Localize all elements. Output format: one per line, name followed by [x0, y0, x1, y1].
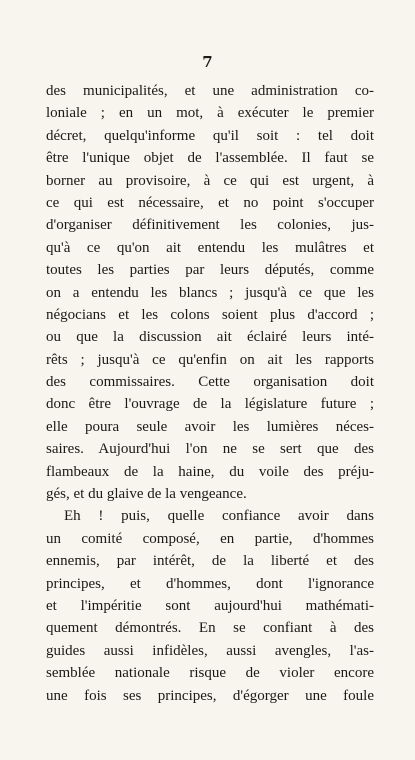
- text-line: donc être l'ouvrage de la législature future ;: [46, 396, 374, 413]
- text-line: des municipalités, et une administration co-: [46, 83, 374, 99]
- body-text: [46, 80, 374, 707]
- text-line: semblée nationale risque de violer encore: [46, 665, 374, 682]
- text-line: saires. Aujourd'hui l'on ne se sert que des: [46, 441, 374, 458]
- page-number: 7: [202, 53, 213, 71]
- text-line: flambeaux de la haine, du voile des préju-: [46, 463, 374, 480]
- text-line: gés, et du glaive de la vengeance.: [46, 486, 247, 503]
- text-line: quement démontrés. En se confiant à des: [46, 620, 374, 637]
- text-line: ou que la discussion ait éclairé leurs inté-: [46, 329, 374, 346]
- text-line: négocians et les colons soient plus d'accord ;: [46, 306, 374, 323]
- text-line: borner au provisoire, à ce qui est urgent, à: [46, 172, 374, 189]
- text-line: d'organiser définitivement les colonies, jus-: [46, 217, 374, 234]
- text-line: et l'impéritie sont aujourd'hui mathémati-: [46, 597, 374, 614]
- text-line: ennemis, par intérêt, de la liberté et des: [46, 553, 374, 570]
- text-line: être l'unique objet de l'assemblée. Il faut se: [46, 150, 374, 167]
- text-line: décret, quelqu'informe qu'il soit : tel doit: [46, 127, 374, 144]
- text-line: guides aussi infidèles, aussi avengles, l'as-: [46, 642, 374, 659]
- text-line: qu'à ce qu'on ait entendu les mulâtres et: [46, 239, 374, 256]
- text-line: des commissaires. Cette organisation doit: [46, 374, 374, 391]
- text-line: elle poura seule avoir les lumières néces-: [46, 418, 374, 435]
- text-line: une fois ses principes, d'égorger une foule: [46, 687, 374, 704]
- text-line: ce qui est nécessaire, et no point s'occuper: [46, 194, 374, 211]
- text-line: on a entendu les blancs ; jusqu'à ce que les: [46, 284, 374, 301]
- text-line: loniale ; en un mot, à exécuter le premier: [46, 105, 374, 122]
- text-line: toutes les parties par leurs députés, comme: [46, 262, 374, 279]
- paragraph-start-line: Eh ! puis, quelle confiance avoir dans: [64, 508, 374, 525]
- text-line: rêts ; jusqu'à ce qu'enfin on ait les rapports: [46, 351, 374, 368]
- text-line: principes, et d'hommes, dont l'ignorance: [46, 575, 374, 592]
- text-line: un comité composé, en partie, d'hommes: [46, 530, 374, 547]
